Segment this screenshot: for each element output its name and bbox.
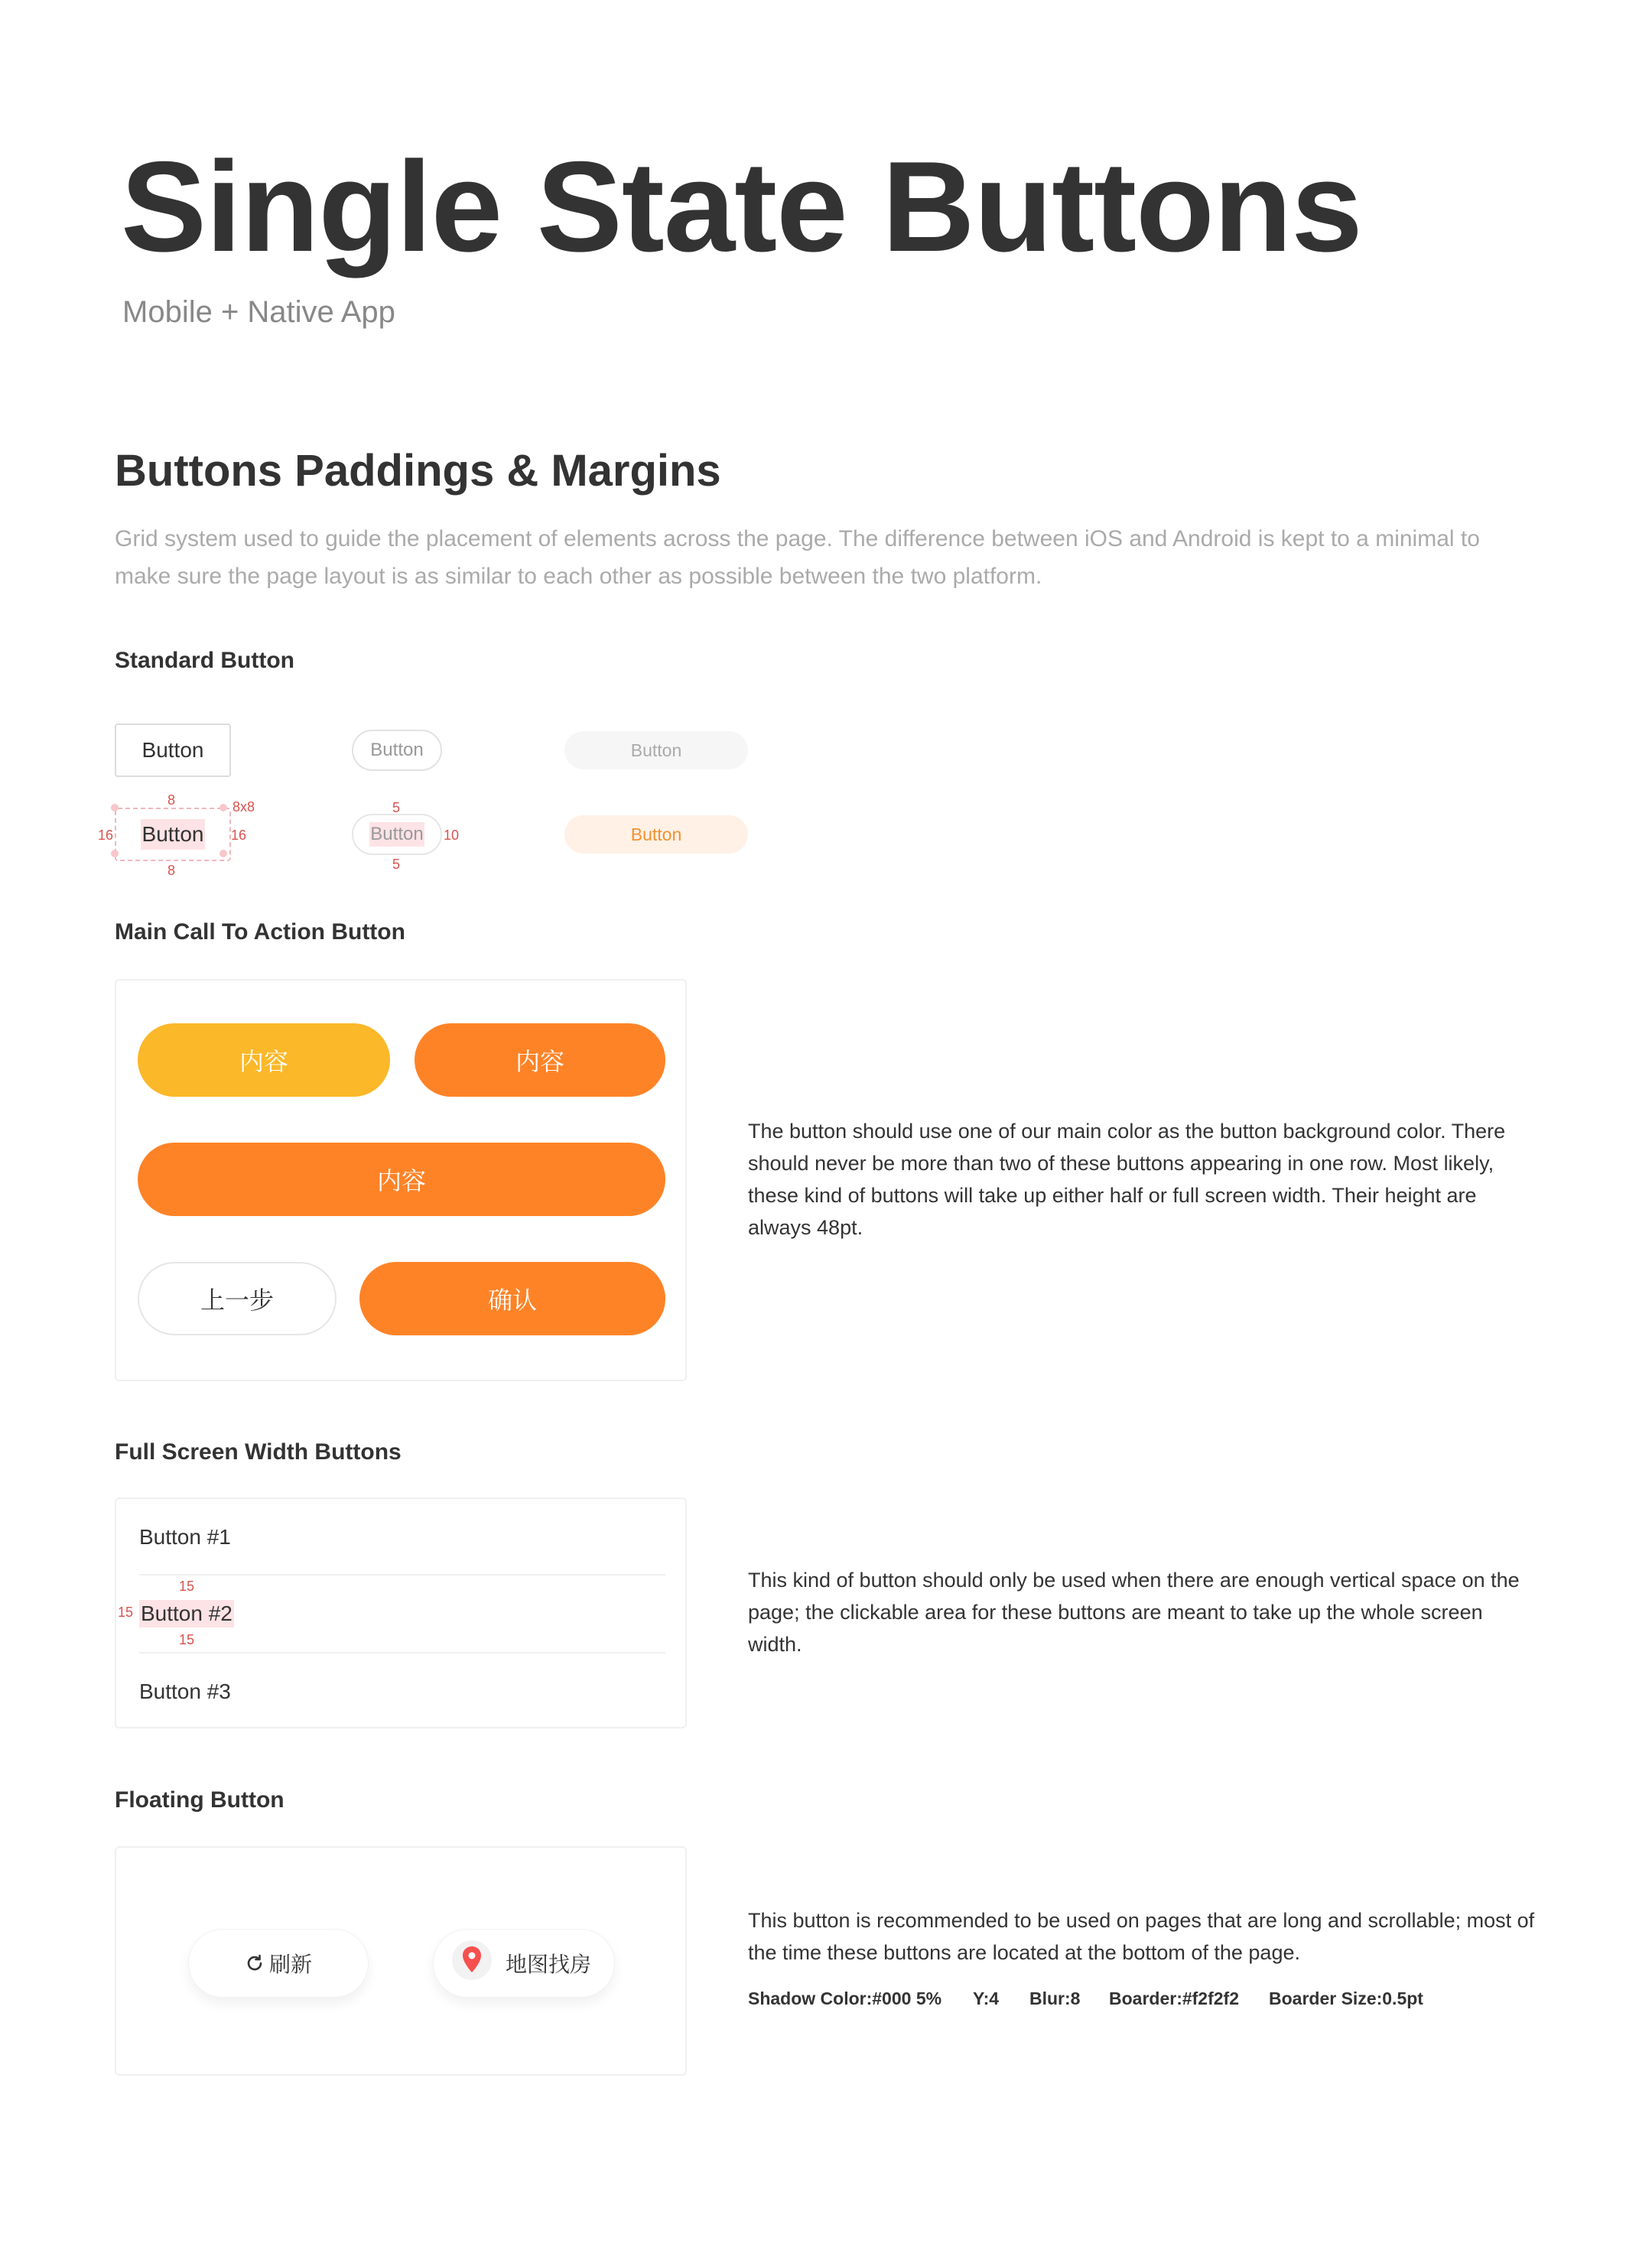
standard-button-pill-outlined[interactable] <box>352 730 442 771</box>
padding-bottom-label: 8 <box>167 863 176 878</box>
confirm-button[interactable] <box>359 1262 665 1335</box>
corner-dot <box>220 804 227 811</box>
padding-right-label: 16 <box>231 828 247 843</box>
refresh-icon <box>245 1953 265 1973</box>
button-label: Button <box>141 819 206 850</box>
corner-dot <box>111 804 119 811</box>
padding-left-label: 15 <box>118 1605 134 1620</box>
spec-border-size: Boarder Size:0.5pt <box>1269 1988 1423 2008</box>
padding-bottom-label: 5 <box>392 857 401 872</box>
map-search-floating-button[interactable] <box>433 1929 615 1998</box>
fullwidth-panel <box>115 1497 687 1728</box>
page-title: Single State Buttons <box>121 135 1362 278</box>
spec-y: Y:4 <box>973 1988 1000 2008</box>
button-label: Button <box>370 740 424 760</box>
back-button[interactable] <box>138 1262 337 1335</box>
padding-left-label: 16 <box>98 828 114 843</box>
fullwidth-button-1[interactable]: Button #1 <box>139 1525 231 1549</box>
cta-description: The button should use one of our main color as the button background color. There should never be more than two of these buttons appearing in one row. Most likely, these kind of buttons will take up either half or full screen width. Their height are always 48pt. <box>748 1120 1506 1239</box>
fullwidth-button-2[interactable]: Button #2 <box>139 1600 234 1628</box>
button-label: 内容 <box>515 1048 564 1075</box>
button-label: 内容 <box>239 1048 288 1075</box>
button-label: 确认 <box>487 1286 537 1314</box>
spec-shadow: Shadow Color:#000 5% <box>748 1988 942 2008</box>
page-subtitle: Mobile + Native App <box>122 295 395 329</box>
standard-button-pill-grey[interactable] <box>564 731 748 769</box>
button-label: 地图找房 <box>505 1953 591 1976</box>
standard-button-pill-orange[interactable] <box>564 815 748 854</box>
map-pin-icon <box>452 1940 492 1980</box>
pill-button-spacing-demo <box>352 814 442 855</box>
floating-description: This button is recommended to be used on pages that are long and scrollable; most of the time these buttons are located at the bottom of the page. <box>748 1909 1535 1964</box>
fullwidth-description: This kind of button should only be used when there are enough vertical space on the page; the clickable area for these buttons are meant to take up the whole screen width. <box>748 1569 1520 1656</box>
corner-radius-label: 8x8 <box>233 799 255 815</box>
fullwidth-heading: Full Screen Width Buttons <box>115 1439 402 1465</box>
corner-dot <box>220 850 227 857</box>
cta-panel <box>115 979 687 1381</box>
padding-top-label: 8 <box>167 792 176 808</box>
standard-button-spacing-demo <box>115 808 231 861</box>
button-label: 内容 <box>376 1167 426 1195</box>
cta-button-orange-full[interactable] <box>138 1143 665 1216</box>
standard-button-heading: Standard Button <box>115 648 294 673</box>
cta-button-yellow[interactable] <box>138 1023 390 1097</box>
divider <box>139 1652 665 1654</box>
section-intro: Grid system used to guide the placement of elements across the page. The difference between iOS and Android is kept to a minimal to make sure the page layout is as similar to each other as possible between the two platform. <box>115 526 1480 589</box>
padding-bottom-label: 15 <box>179 1632 195 1647</box>
padding-top-label: 5 <box>392 800 401 815</box>
cta-button-orange-half[interactable] <box>415 1023 665 1097</box>
standard-button-outlined[interactable] <box>115 724 231 777</box>
button-label: Button <box>630 824 682 844</box>
divider <box>139 1574 665 1576</box>
button-label: 刷新 <box>268 1953 312 1976</box>
button-label: Button <box>369 822 424 847</box>
fullwidth-button-3[interactable]: Button #3 <box>139 1680 231 1703</box>
floating-heading: Floating Button <box>115 1787 285 1813</box>
button-label: 上一步 <box>200 1286 274 1314</box>
spec-blur: Blur:8 <box>1029 1988 1081 2008</box>
button-label: Button <box>141 738 204 762</box>
spec-border: Boarder:#f2f2f2 <box>1109 1988 1239 2008</box>
corner-dot <box>111 850 119 857</box>
floating-panel <box>115 1846 687 2076</box>
padding-top-label: 15 <box>179 1579 195 1594</box>
cta-heading: Main Call To Action Button <box>115 919 405 945</box>
section-title: Buttons Paddings & Margins <box>115 446 721 496</box>
refresh-floating-button[interactable] <box>188 1929 369 1998</box>
button-label: Button <box>630 740 682 760</box>
padding-right-label: 10 <box>444 828 460 843</box>
